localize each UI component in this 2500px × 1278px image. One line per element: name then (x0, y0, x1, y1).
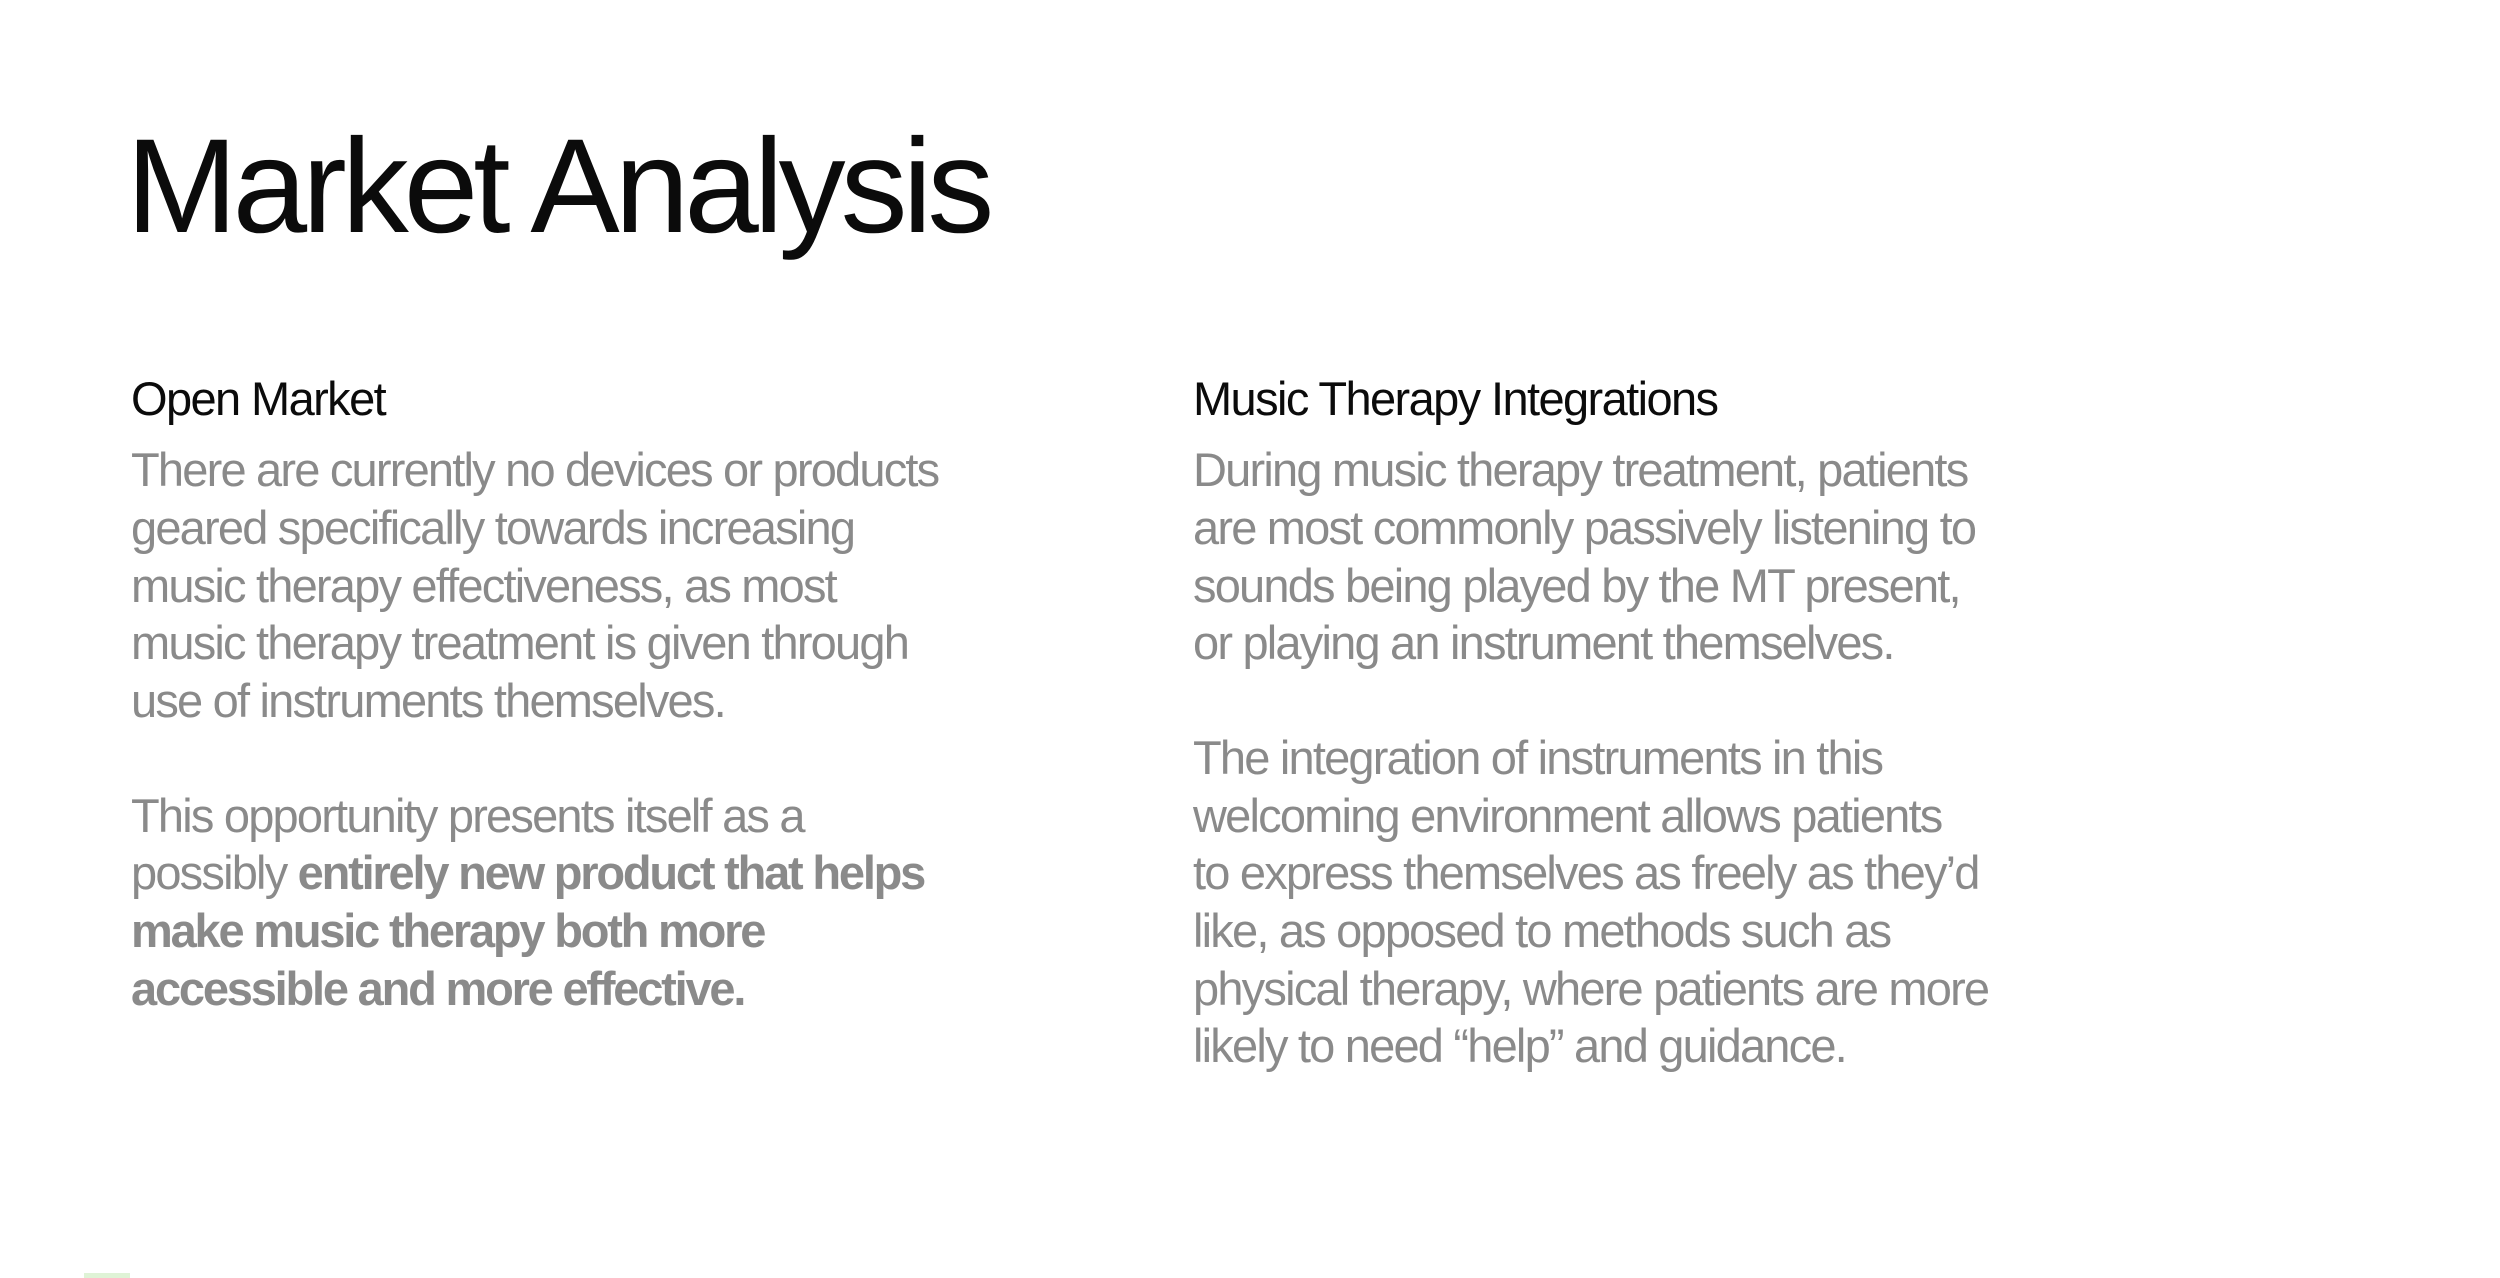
integrations-paragraph-2 (1193, 729, 2113, 1075)
text-line: sounds being played by the MT present, (1193, 558, 1960, 612)
text-line: During music therapy treatment, patients (1193, 443, 1968, 497)
text-line: use of instruments themselves. (131, 673, 725, 727)
text-line: music therapy effectiveness, as most (131, 558, 836, 612)
integrations-paragraph-1 (1193, 441, 2113, 671)
text-line: to express themselves as freely as they’d (1193, 846, 1979, 900)
emphasis-text: make music therapy both more (131, 904, 765, 958)
text-line: welcoming environment allows patients (1193, 788, 1942, 842)
music-therapy-integrations-section (1193, 370, 2113, 1075)
text-line: geared specifically towards increasing (131, 500, 855, 554)
open-market-paragraph-1 (131, 441, 1051, 729)
text-line: This opportunity presents itself as a (131, 788, 804, 842)
text-line: music therapy treatment is given through (131, 616, 909, 670)
music-therapy-integrations-heading: Music Therapy Integrations (1193, 372, 1718, 425)
text-line (131, 844, 1051, 902)
text-line-prefix: possibly (131, 846, 298, 900)
open-market-section (131, 370, 1051, 1017)
emphasis-text: accessible and more effective. (131, 961, 745, 1015)
open-market-heading: Open Market (131, 372, 386, 425)
text-line: or playing an instrument themselves. (1193, 616, 1894, 670)
emphasis-text: entirely new product that helps (297, 846, 925, 900)
slide-title: Market Analysis (126, 112, 990, 261)
text-line: are most commonly passively listening to (1193, 500, 1976, 554)
text-line: like, as opposed to methods such as (1193, 904, 1891, 958)
text-line: The integration of instruments in this (1193, 731, 1883, 785)
text-line: likely to need “help” and guidance. (1193, 1019, 1846, 1073)
corner-accent-mark (84, 1273, 130, 1278)
text-line: physical therapy, where patients are more (1193, 961, 1989, 1015)
open-market-paragraph-2 (131, 787, 1051, 1017)
text-line: There are currently no devices or products (131, 443, 939, 497)
